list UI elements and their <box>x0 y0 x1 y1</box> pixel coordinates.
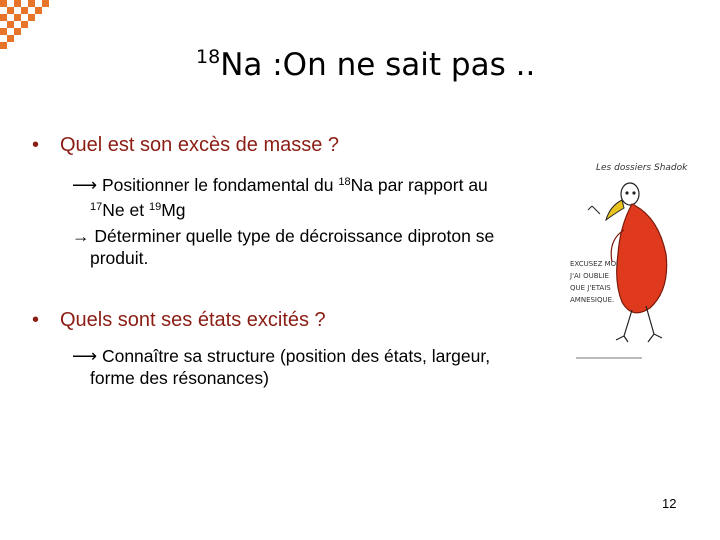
speech-line-2: J'AI OUBLIE <box>570 272 609 280</box>
checker-decoration <box>0 0 60 60</box>
title-text: Na :On ne sait pas .. <box>220 47 536 83</box>
bullet-text: Quels sont ses états excités ? <box>60 309 326 331</box>
speech-line-4: AMNESIQUE. <box>570 296 615 304</box>
slide-title <box>196 46 535 83</box>
title-mass-number: 18 <box>196 46 221 68</box>
sub-item-decay: → Déterminer quelle type de décroissance diproton se produit. <box>72 226 495 268</box>
svg-text:EXCUSEZ MOI J'AI OUBLIE <box>569 260 620 304</box>
speech-line-3: QUE J'ETAIS <box>570 284 611 292</box>
speech-line-1: EXCUSEZ MOI <box>570 260 619 268</box>
sub-item-position: ⟶ Positionner le fondamental du $^{18}$Na par rapport au $^{17}$Ne et $^{19}$Mg <box>72 175 488 220</box>
sub-item-structure: ⟶ Connaître sa structure (position des états, largeur, forme des résonances) <box>72 346 491 388</box>
page-number: 12 <box>662 496 677 511</box>
cartoon-caption: Les dossiers Shadok <box>596 163 688 173</box>
bullet-text: Quel est son excès de masse ? <box>60 134 340 156</box>
bullet-mass-excess: • Quel est son excès de masse ? <box>32 134 340 156</box>
bullet-excited-states: • Quels sont ses états excités ? <box>32 309 326 331</box>
shadok-cartoon-image <box>562 150 702 362</box>
